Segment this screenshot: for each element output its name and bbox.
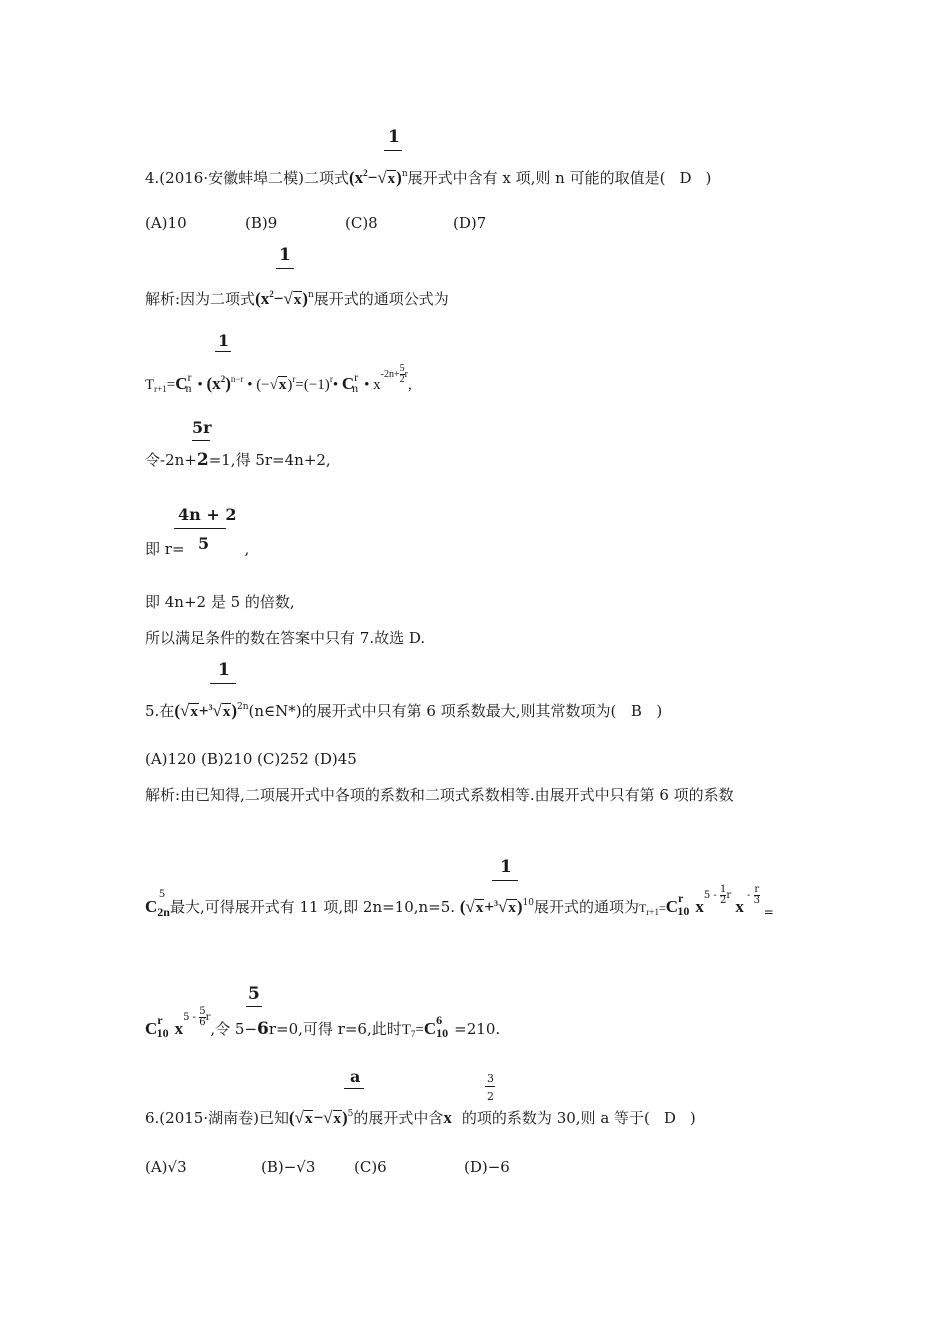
q4-answer: D — [679, 169, 692, 187]
q4-let-frac-bar — [192, 440, 210, 441]
q5-solution-line2: C 5 $_{2n}$最大,可得展开式有 11 项,即 2n=10,n=5. $(√x+^3√x)^{10}$展开式的通项为$T_{r+1}=C^r10$ $x^{5 - \frac{1}{2} r}$ x $^{- \frac{r}{3}}$ $_=$ — [145, 884, 774, 919]
q4-option-a: (A)10 — [145, 214, 187, 232]
q5-options — [145, 749, 357, 769]
q5-option-a: (A)120 — [145, 750, 197, 768]
q4-option-b: (B)9 — [245, 214, 278, 232]
q5-frac-bar — [210, 683, 236, 684]
q4-r-line: 即 r= , — [145, 540, 250, 558]
q6-option-a: (A)√3 — [145, 1158, 187, 1176]
q5-sol-frac-num: 1 — [500, 857, 512, 877]
q6-option-b: (B)−√3 — [261, 1158, 316, 1176]
q4-sol-frac-num: 1 — [279, 245, 291, 265]
q6-options — [145, 1157, 510, 1177]
q4-line-multiple: 即 4n+2 是 5 的倍数, — [145, 593, 295, 611]
q4-let-frac-num: 5r — [192, 418, 212, 437]
q4-r-frac-num: 4n + 2 — [178, 505, 237, 524]
q6-frac-num: a — [350, 1067, 361, 1086]
q5-option-b: (B)210 — [201, 750, 253, 768]
q6-frac-bar — [344, 1088, 364, 1089]
q5-solution-line1: 解析:由已知得,二项展开式中各项的系数和二项式系数相等.由展开式中只有第 6 项的系数 — [145, 786, 734, 804]
q4-let-line: 令-2n+2=1,得 5r=4n+2, — [145, 450, 331, 470]
q4-line-final: 所以满足条件的数在答案中只有 7.故选 D. — [145, 629, 426, 647]
q4-frac-num: 1 — [388, 127, 400, 147]
q4-r-den: 5 — [198, 534, 210, 553]
q6-exp-num: 3 — [487, 1072, 494, 1085]
q5-frac-num: 1 — [218, 660, 230, 680]
q4-solution-intro: 解析:因为二项式$(x^2-√x)^n$展开式的通项公式为 — [145, 289, 449, 308]
q4-r-frac-bar — [174, 528, 226, 529]
q4-stem: 4.(2016·安徽蚌埠二模)二项式$(x^2-√x)^n$展开式中含有 x 项,则 n 可能的取值是( D ) — [145, 168, 712, 187]
q6-option-d: (D)−6 — [464, 1158, 510, 1176]
q4-option-d: (D)7 — [453, 214, 487, 232]
q4-frac-bar — [384, 150, 402, 151]
q5-solution-line3: $C^r10$ $x^{5 - \frac{5}{6} r}$,令 5−6r=0,可得 r=6,此时$T_7=C^610 =210$. — [145, 1006, 501, 1040]
q4-options — [145, 213, 486, 233]
q5-option-d: (D)45 — [314, 750, 357, 768]
q4-option-c: (C)8 — [345, 214, 378, 232]
q5-frac5-bar — [246, 1006, 262, 1007]
q5-answer: B — [630, 702, 642, 720]
q5-option-c: (C)252 — [257, 750, 309, 768]
q6-option-c: (C)6 — [354, 1158, 387, 1176]
q6-answer: D — [663, 1109, 676, 1127]
document-page: 1 4.(2016·安徽蚌埠二模)二项式$(x^2-√x)^n$展开式中含有 x 项,则 n 可能的取值是( D ) (A)10 (B)9 (C)8 (D)7 1 解析:因为二项式$(x^2-√x)^n$展开式的通项公式为 1 $T_{r+1}=C^r_n$ • $(x^2)^{n-r}$ • $(-√x)^r=(-1)^r•$ $C^r_n$ • $x^{-2n+ \frac{5}{2} r}$, 5r 令-2n+2=1,得 5r=4n+2, 4n + 2 5 即 r= , 即 4n+2 是 5 的倍数, 所以满足条件的数在答案中只有 7.故选 D. 1 5.在$(√x+^3√x)^{2n}(n\in N*)$的展开式中只有第 6 项系数最大,则其常数项为( B ) (A)120 (B)210 (C)252 (D)45 解析:由已知得,二项展开式中各项的系数和二项式系数相等.由展开式中只有第 6 项的系数 1 C 5 $_{2n}$最大,可得展开式有 11 项,即 2n=10,n=5. $(√x+^3√x)^{10}$展开式的通项为$T_{r+1}=C^r10$ $x^{5 - \frac{1}{2} r}$ x $^{- \frac{r}{3}}$ $_=$ 5 $C^r10$ $x^{5 - \frac{5}{6} r}$,令 5−6r=0,可得 r=6,此时$T_7=C^610 =210$. a 3 2 6.(2015·湖南卷)已知$(√x-√x)^5$的展开式中含x 的项的系数为 30,则 a 等于( D ) (A)√3 (B)−√3 (C)6 (D)−6 — [145, 127, 774, 1176]
q5-stem: 5.在$(√x+^3√x)^{2n}(n\in N*)$的展开式中只有第 6 项系数最大,则其常数项为( B ) — [145, 701, 663, 720]
q6-exp-den: 2 — [487, 1090, 494, 1103]
q6-stem: 6.(2015·湖南卷)已知$(√x-√x)^5$的展开式中含x 的项的系数为 30,则 a 等于( D ) — [145, 1108, 696, 1127]
q5-frac5-num: 5 — [248, 984, 260, 1004]
q5-sol-frac-bar — [492, 880, 518, 881]
q4-sol-frac-bar — [276, 268, 294, 269]
